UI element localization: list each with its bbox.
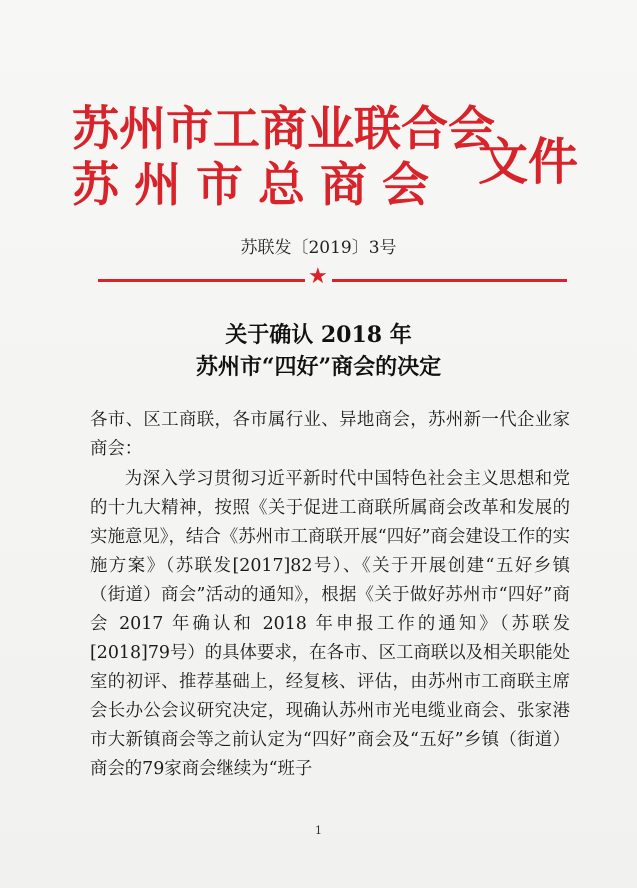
- document-title-line1: 关于确认 2018 年: [225, 322, 412, 348]
- page-number: 1: [315, 824, 322, 837]
- salutation: 各市、区工商联，各市属行业、异地商会，苏州新一代企业家商会：: [90, 410, 570, 459]
- issuing-org-line2: 苏州市总商会: [72, 158, 444, 213]
- document-type-label: 文件: [478, 132, 578, 191]
- issuing-org-line1: 苏州市工商业联合会: [72, 102, 495, 157]
- red-star-icon: ★: [308, 264, 328, 289]
- document-number: 苏联发〔2019〕3号: [240, 238, 397, 258]
- body-paragraph: 为深入学习贯彻习近平新时代中国特色社会主义思想和党的十九大精神，按照《关于促进工商联所属商会改革和发展的实施意见》，结合《苏州市工商联开展“四好”商会建设工作的实施方案》（苏联发[2017]82号）、《关于开展创建“五好乡镇（街道）商会”活动的通知》，根据《关于做好苏州市“四好”商会 2017 年确认和 2018 年申报工作的通知》（苏联发[2018]79号）的具体要求，在各市、区工商联以及相关职能处室的初评、推荐基础上，经复核、评估，由苏州市工商联主席会长办公会议研究决定，现确认苏州市光电缆业商会、张家港市大新镇商会等之前认定为“四好”商会及“五好”乡镇（街道）商会的79家商会继续为“班子: [90, 469, 570, 779]
- red-divider-right: [332, 279, 567, 282]
- red-divider-left: [98, 279, 305, 282]
- document-title-line2: 苏州市“四好”商会的决定: [195, 354, 442, 380]
